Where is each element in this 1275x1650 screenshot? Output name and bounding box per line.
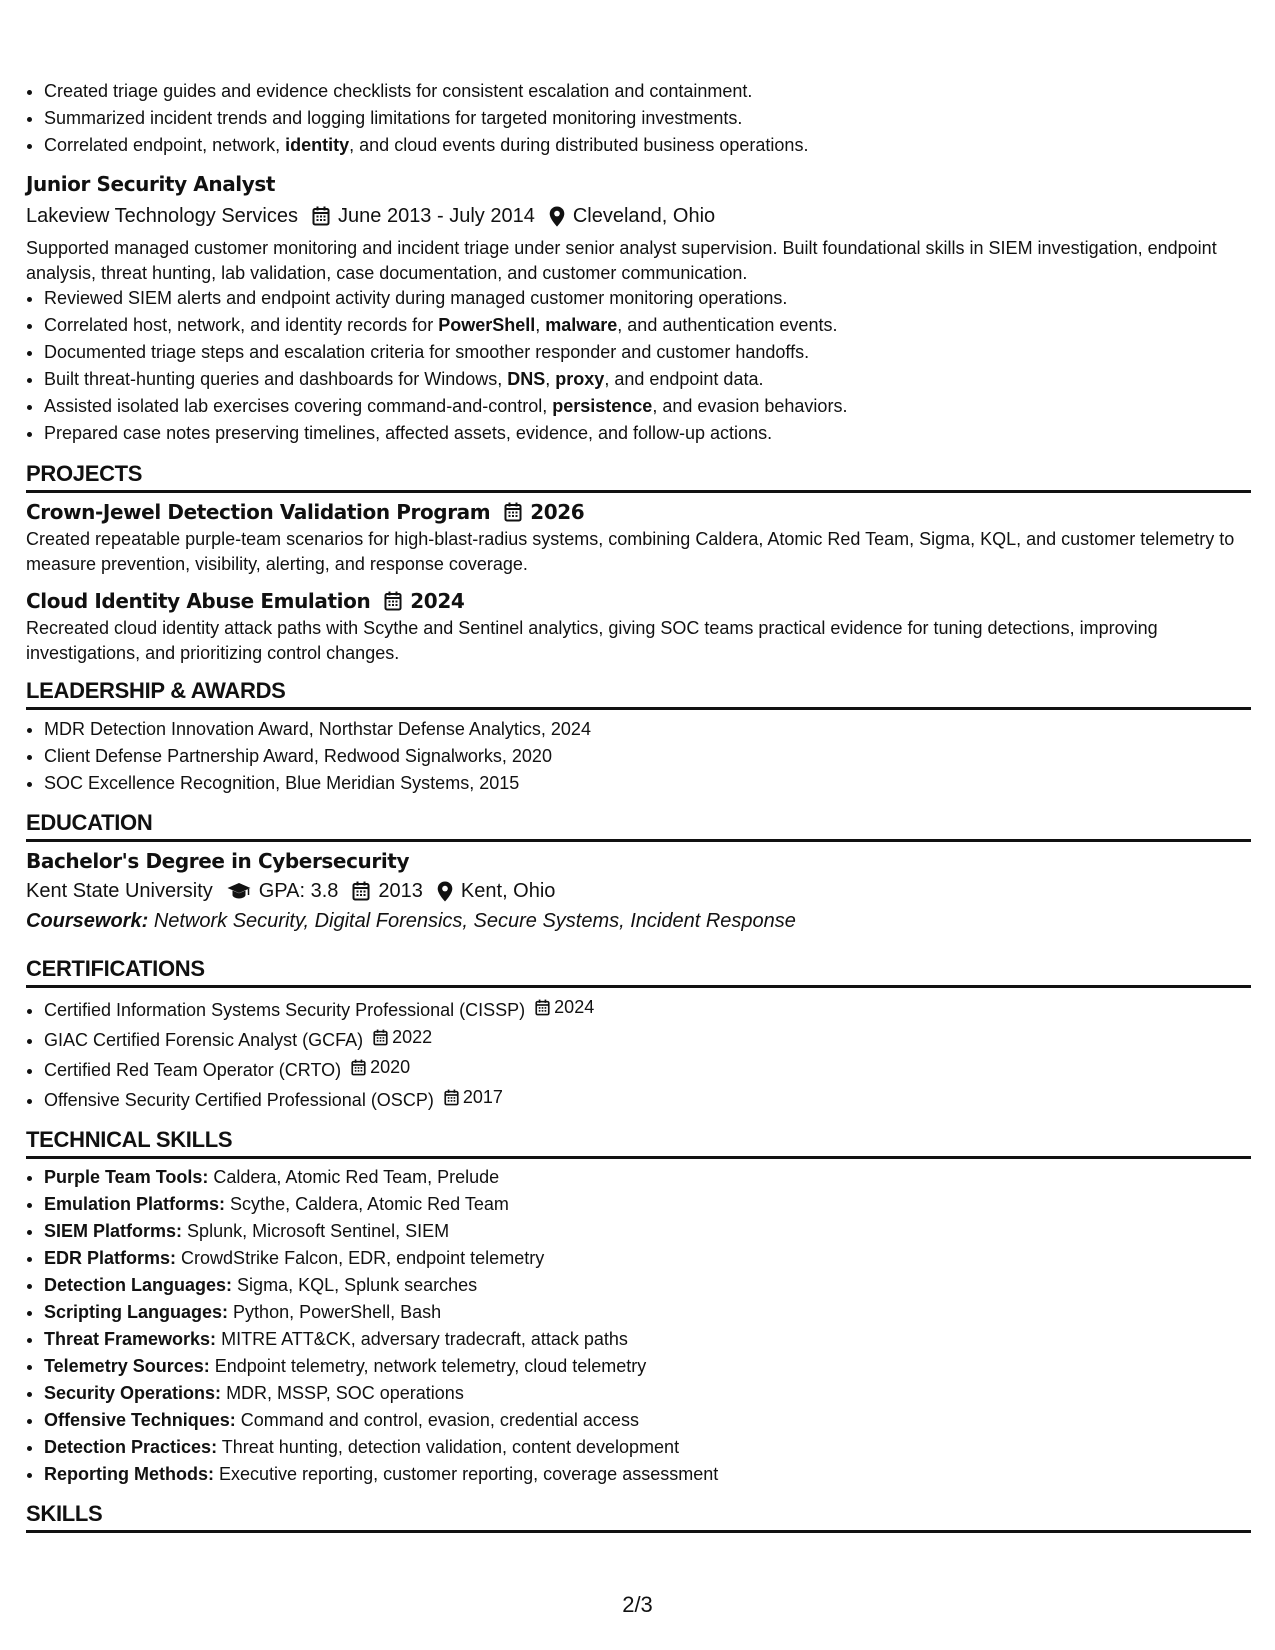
emphasis: malware: [545, 315, 618, 335]
certification-name: GIAC Certified Forensic Analyst (GCFA): [44, 1030, 364, 1050]
calendar-icon: [351, 1059, 370, 1076]
job-location: Cleveland, Ohio: [572, 205, 716, 227]
skill-values: MDR, MSSP, SOC operations: [226, 1383, 464, 1403]
calendar-icon: [444, 1089, 463, 1106]
graduation-year: 2013: [378, 880, 423, 902]
skill-values: Splunk, Microsoft Sentinel, SIEM: [187, 1221, 450, 1241]
list-item: • Prepared case notes preserving timelines, affected assets, evidence, and follow-up actions.: [44, 420, 1251, 447]
project-title: [26, 588, 1251, 614]
skill-category: EDR Platforms:: [44, 1248, 177, 1268]
list-item: [44, 1084, 1251, 1114]
skill-values: Endpoint telemetry, network telemetry, cloud telemetry: [214, 1356, 647, 1376]
calendar-icon: [373, 1029, 392, 1046]
list-item: • SOC Excellence Recognition, Blue Meridian Systems, 2015: [44, 770, 1251, 797]
company-name: Lakeview Technology Services: [26, 205, 299, 227]
projects-list: [26, 499, 1251, 665]
skill-category: Scripting Languages:: [44, 1302, 229, 1322]
certification-year-text: 2017: [462, 1087, 503, 1107]
school-name: Kent State University: [26, 880, 213, 902]
job-summary: Supported managed customer monitoring and incident triage under senior analyst supervision. Built foundational skills in SIEM investigation, endpoint analysis, threat hunting, lab validation, case documentation, and customer communication.: [26, 238, 1217, 283]
page-number: 2/3: [622, 1592, 653, 1617]
coursework: [26, 907, 1251, 935]
coursework-label: Coursework:: [26, 910, 149, 932]
list-item: • Correlated endpoint, network, identity, and cloud events during distributed business operations.: [44, 132, 1251, 159]
project-entry: [26, 499, 1251, 576]
section-heading-technical-skills: TECHNICAL SKILLS: [26, 1128, 1251, 1159]
skill-values: Scythe, Caldera, Atomic Red Team: [230, 1194, 509, 1214]
skill-values: Threat hunting, detection validation, content development: [221, 1437, 680, 1457]
list-item: • Assisted isolated lab exercises covering command-and-control, persistence, and evasion behaviors.: [44, 393, 1251, 420]
list-item: [44, 1461, 1251, 1488]
project-description: Recreated cloud identity attack paths with Scythe and Sentinel analytics, giving SOC teams practical evidence for tuning detections, improving investigations, and prioritizing control changes.: [26, 618, 1158, 663]
list-item: [44, 1326, 1251, 1353]
list-item: [44, 1272, 1251, 1299]
calendar-icon: [504, 502, 522, 522]
job-dates: June 2013 - July 2014: [338, 205, 535, 227]
list-item: [44, 1245, 1251, 1272]
certifications-list: [26, 994, 1251, 1114]
location-pin-icon: [437, 881, 453, 902]
project-year: 2024: [410, 589, 465, 613]
skill-category: Purple Team Tools:: [44, 1167, 209, 1187]
school-location: Kent, Ohio: [460, 880, 556, 902]
list-item: • Summarized incident trends and logging limitations for targeted monitoring investments.: [44, 105, 1251, 132]
skill-category: Reporting Methods:: [44, 1464, 214, 1484]
education-meta: [26, 877, 1251, 905]
technical-skills-list: [26, 1164, 1251, 1488]
list-item: [44, 1054, 1251, 1084]
section-heading-projects: PROJECTS: [26, 462, 1251, 493]
list-item: • MDR Detection Innovation Award, Northstar Defense Analytics, 2024: [44, 716, 1251, 743]
list-item: [44, 994, 1251, 1024]
list-item: [44, 1024, 1251, 1054]
coursework-list: Network Security, Digital Forensics, Secure Systems, Incident Response: [153, 910, 796, 932]
skill-category: Threat Frameworks:: [44, 1329, 217, 1349]
section-heading-skills: SKILLS: [26, 1502, 1251, 1533]
degree-title: Bachelor's Degree in Cybersecurity: [26, 849, 410, 873]
graduation-cap-icon: [227, 882, 251, 900]
skill-category: SIEM Platforms:: [44, 1221, 183, 1241]
list-item: [44, 1407, 1251, 1434]
project-description: Created repeatable purple-team scenarios for high-blast-radius systems, combining Caldera, Atomic Red Team, Sigma, KQL, and customer telemetry to measure prevention, visibility, alerting, and response coverage.: [26, 529, 1235, 574]
list-item: • Correlated host, network, and identity records for PowerShell, malware, and authentication events.: [44, 312, 1251, 339]
awards-list: [26, 716, 1251, 797]
certification-name: Certified Red Team Operator (CRTO): [44, 1060, 342, 1080]
list-item: • Reviewed SIEM alerts and endpoint activity during managed customer monitoring operations.: [44, 285, 1251, 312]
certification-year: [444, 1084, 503, 1111]
emphasis: PowerShell: [438, 315, 536, 335]
location-pin-icon: [549, 206, 565, 227]
skill-values: Executive reporting, customer reporting, coverage assessment: [219, 1464, 719, 1484]
list-item: [44, 1353, 1251, 1380]
project-name: Crown-Jewel Detection Validation Program: [26, 500, 491, 524]
skill-category: Detection Languages:: [44, 1275, 233, 1295]
section-heading-education: EDUCATION: [26, 811, 1251, 842]
experience-bullets-continued: [26, 78, 1251, 159]
certification-year-text: 2020: [370, 1057, 411, 1077]
skill-values: Python, PowerShell, Bash: [233, 1302, 442, 1322]
skill-category: Offensive Techniques:: [44, 1410, 236, 1430]
list-item: [44, 1380, 1251, 1407]
emphasis: persistence: [552, 396, 653, 416]
calendar-icon: [312, 206, 330, 226]
project-title: [26, 499, 1251, 525]
job-bullets: [26, 285, 1251, 447]
resume-page: [26, 78, 1251, 1533]
skill-values: MITRE ATT&CK, adversary tradecraft, attack paths: [221, 1329, 628, 1349]
calendar-icon: [384, 591, 402, 611]
job-title: Junior Security Analyst: [26, 172, 276, 196]
calendar-icon: [535, 999, 554, 1016]
project-name: Cloud Identity Abuse Emulation: [26, 589, 371, 613]
list-item: [44, 1218, 1251, 1245]
certification-year: [351, 1054, 410, 1081]
list-item: [44, 1299, 1251, 1326]
calendar-icon: [352, 881, 370, 901]
skill-values: Command and control, evasion, credential access: [240, 1410, 639, 1430]
certification-name: Certified Information Systems Security Professional (CISSP): [44, 1000, 526, 1020]
certification-year-text: 2022: [392, 1027, 433, 1047]
certification-year-text: 2024: [554, 997, 595, 1017]
skill-category: Telemetry Sources:: [44, 1356, 210, 1376]
skill-category: Detection Practices:: [44, 1437, 218, 1457]
emphasis: identity: [285, 135, 350, 155]
list-item: [44, 1164, 1251, 1191]
certification-name: Offensive Security Certified Professional (OSCP): [44, 1090, 434, 1110]
section-heading-leadership: LEADERSHIP & AWARDS: [26, 679, 1251, 710]
skill-values: Caldera, Atomic Red Team, Prelude: [213, 1167, 500, 1187]
project-year: 2026: [530, 500, 585, 524]
gpa: GPA: 3.8: [258, 880, 339, 902]
list-item: • Created triage guides and evidence checklists for consistent escalation and containment.: [44, 78, 1251, 105]
skill-values: Sigma, KQL, Splunk searches: [237, 1275, 478, 1295]
job-meta: [26, 202, 1251, 230]
list-item: [44, 1191, 1251, 1218]
certification-year: [535, 994, 594, 1021]
list-item: • Built threat-hunting queries and dashboards for Windows, DNS, proxy, and endpoint data.: [44, 366, 1251, 393]
skill-category: Emulation Platforms:: [44, 1194, 226, 1214]
certification-year: [373, 1024, 432, 1051]
emphasis: proxy: [555, 369, 605, 389]
emphasis: DNS: [507, 369, 546, 389]
list-item: • Client Defense Partnership Award, Redwood Signalworks, 2020: [44, 743, 1251, 770]
list-item: • Documented triage steps and escalation criteria for smoother responder and customer handoffs.: [44, 339, 1251, 366]
project-entry: [26, 588, 1251, 665]
section-heading-certifications: CERTIFICATIONS: [26, 957, 1251, 988]
list-item: [44, 1434, 1251, 1461]
skill-category: Security Operations:: [44, 1383, 222, 1403]
skill-values: CrowdStrike Falcon, EDR, endpoint telemetry: [181, 1248, 545, 1268]
